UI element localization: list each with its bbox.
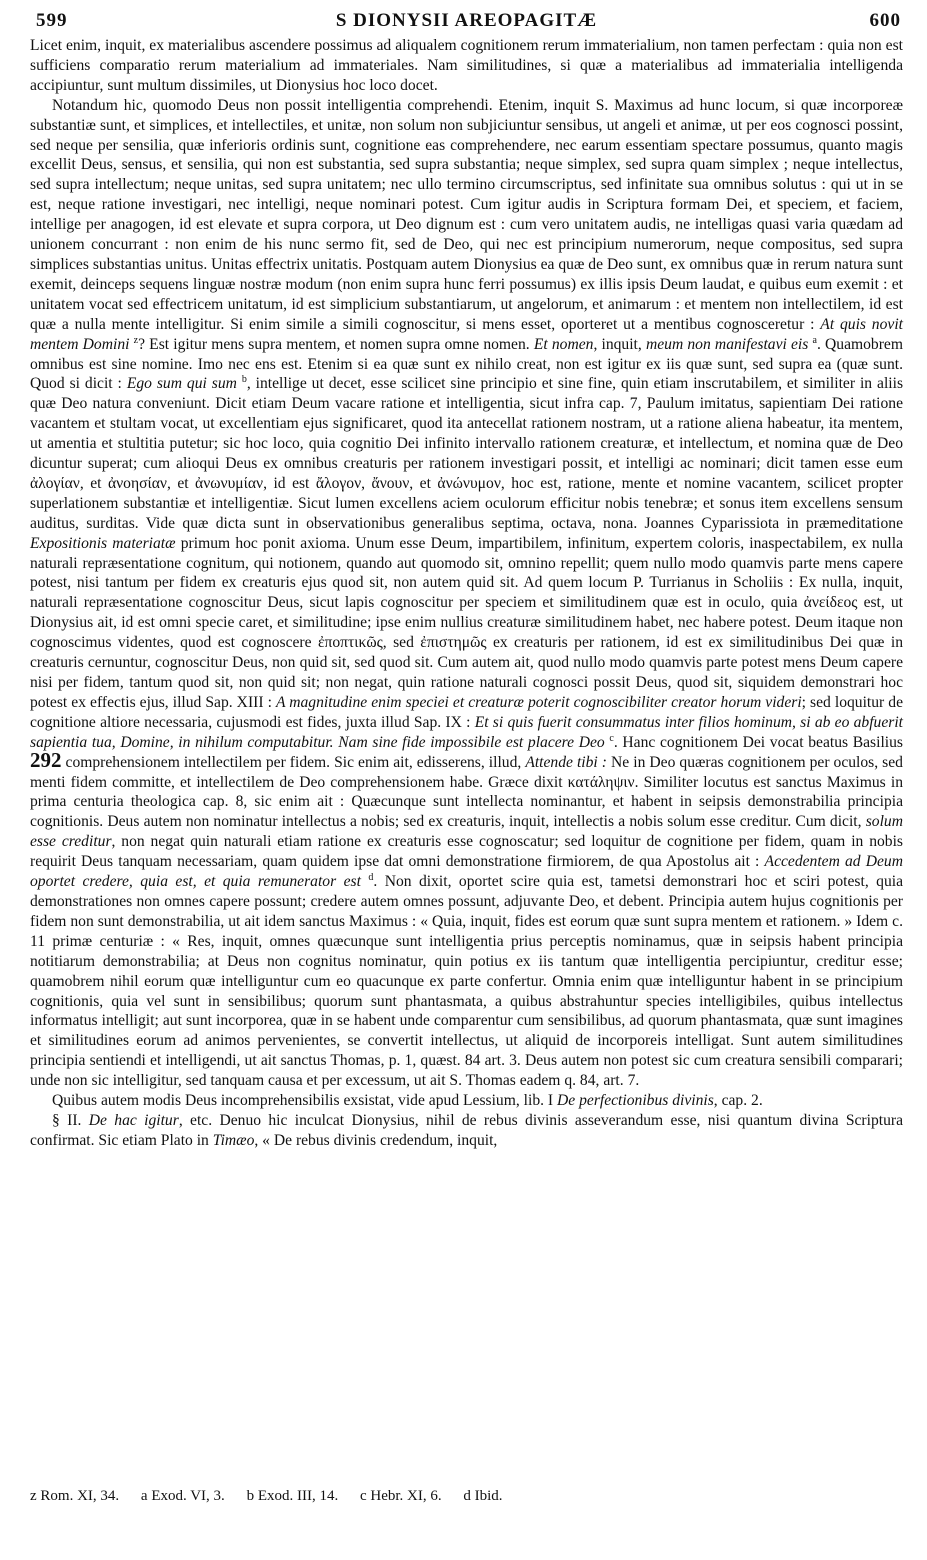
paragraph-1: [30, 36, 903, 96]
footnote: c Hebr. XI, 6.: [359, 1488, 442, 1504]
footnote-ref-c: c: [609, 732, 614, 744]
p4-quote-2: Timæo: [212, 1131, 255, 1149]
p2-text-8: . Hanc cognitionem Dei vocat beatus Basilius: [613, 733, 903, 751]
p2-text-2: ? Est igitur mens supra mentem, et nomen supra omne nomen.: [138, 335, 530, 353]
p2-quote-3: Ego sum qui sum: [126, 375, 237, 393]
margin-page-number: 292: [30, 747, 62, 772]
footnote: d Ibid.: [463, 1488, 503, 1504]
p2-text-10: Ne in Deo quæras cognitionem per oculos, sed menti fidem committe, et intellectilem de Deo comprehensionem habe. Græce dixit κατάληψιν. Similiter locutus est sanctus Maximus in prima centuria theologica cap. 8, sic enim ait : Quæcunque sunt intellecta nominantur, et habent in seipsis demonstrabilia principia cognitionis. Deus autem non nominatur intellectus a nobis; sed ex creaturis, inquit, intellectis a nobis solum esse creditur. Cum dicit,: [30, 753, 903, 831]
footnote-ref-a: a: [812, 334, 817, 346]
running-header: [30, 0, 903, 36]
p2-text-5: , intellige ut decet, esse scilicet sine principio et sine fine, quin etiam inscrutabilem, et similiter in aliis quæ Deo natura conveniunt. Dicit etiam Deum vacare ratione et intelligentia, sicut infra cap. 7, Paulum imitatus, sapientiam Dei ratione vacantem et stultam vocat, ut excellentiam ejus significaret, quod ita antecellat rationem nostram, ut a ratione aliena habeatur, ita mentem, ut amentia et stultitia putetur; sic hoc loco, quia cognitio Dei infinito intervallo rationem creaturæ, et intellectum, et nomina quæ de Deo dicuntur superat; cum alioqui Deus ex omnibus creaturis per rationem investigari possit, et intelligi ac nominari; dicit tamen esse eum ἀλογίαν, et ἀνοησίαν, et ἀνωνυμίαν, id est ἄλογον, ἄνουν, et ἀνώνυμον, hoc est, ratione, mente et nomine vacantem, scilicet propter superlationem substantiæ et intelligentiæ. Sicut lumen excellens aciem oculorum efficitur nobis tenebræ; et sonus item excellens sensum auditus, surditas. Vide quæ dicta sunt in observationibus generalibus septima, octava, nona. Joannes Cyparissiota in præmeditatione: [30, 375, 904, 532]
section-mark: § II.: [52, 1111, 82, 1129]
page-number-left: 599: [36, 10, 68, 31]
footnote-ref-z: z: [133, 334, 139, 346]
p2-text-1: Notandum hic, quomodo Deus non possit intelligentia comprehendi. Etenim, inquit S. Maximus ad hunc locum, si quæ incorporeæ substantiæ sunt, et simplices, et intellectiles, et unitæ, non solum non subjiciuntur sensibus, ut angeli et animæ, ut per eos cognosci possint, sed neque per sensilia, quæ inferioris ordinis sunt, cognitione eas comprehendere, nec earum essentiam spectare possumus, quanto magis excellit Deus, sensus, et sensilia, qui non est substantia, sed supra substantia; neque simplex, sed supra quam simplex ; neque intellectus, sed supra intellectum; neque unitas, sed supra unitatem; nec ullo termino circumscriptus, sed infinitate sua omnibus solutus : qui ut in se est, neque ratione investigari, nec intelligi, neque nominari potest. Cum igitur audis in Scriptura formam Dei, et speciem, et faciem, intellige per anagogen, id est elevate et supra corpora, ut Deo dignum est : cum vero unitatem audis, ne intelligas quasi varia quædam ad unionem concurrant : non enim de his nunc sermo fit, sed de Deo, qui nec est principium numerorum, neque compositus, sed supra simplices substantias unitus. Unitas effectrix unitatis. Postquam autem Dionysius ea quæ de Deo sunt, ex omnibus quæ in rerum natura sunt exemit, deinceps sequens linguæ nostræ modum (non enim supra hunc ferri possumus) ex illis ipsis Deum laudat, e quibus eum exemit : et unitatem vocat sed effectricem unitatum, id est simplicium substantiarum, ut angelorum, et animarum : et mentem non intellectilem, id est quæ a nulla mente intelligitur. Si enim simile a simili cognoscitur, si mens esset, oporteret ut a mentibus cognosceretur :: [30, 96, 903, 333]
p3-quote-1: De perfectionibus divinis: [557, 1092, 714, 1110]
p3-text-1: Quibus autem modis Deus incomprehensibilis exsistat, vide apud Lessium, lib. I: [52, 1092, 554, 1110]
p2-quote-4: Expositionis materiatæ: [30, 534, 176, 552]
footnote-ref-d: d: [368, 871, 374, 883]
paragraph-4: [30, 1111, 903, 1151]
paragraph-1-text: Licet enim, inquit, ex materialibus ascendere possimus ad aliqualem cognitionem rerum immaterialium, non tamen perfectam : quia non est sufficiens comparatio rerum materialium ad immateriales. Nam similitudines, si quæ a materialibus ad immaterialia intelligenda accipiuntur, sunt multum dissimiles, ut Dionysius hoc loco docet.: [30, 37, 903, 94]
p2-text-9: comprehensionem intellectilem per fidem. Sic enim ait, edisserens, illud,: [65, 753, 522, 771]
p2-quote-8: solum esse creditur: [30, 813, 903, 851]
paragraph-3: [30, 1091, 903, 1111]
footnotes: [30, 1488, 903, 1505]
p2-quote-7: Attende tibi :: [525, 753, 607, 771]
p2-text-7: ; sed loquitur de cognitione altiore necessaria, cujusmodi est fides, juxta illud Sap. IX :: [30, 693, 903, 731]
p2-text-4: . Quamobrem omnibus est sine nomine. Imo nec ens est. Etenim si ea quæ sunt ex nihilo creat, non est igitur ex iis quæ sunt, sed supra ea (quæ sunt. Quod si dicit :: [30, 335, 903, 393]
p2-quote-2a: Et nomen: [533, 335, 594, 353]
p2-quote-5: A magnitudine enim speciei et creaturæ poterit cognoscibiliter creator horum videri: [275, 693, 802, 711]
footnote: a Exod. VI, 3.: [140, 1488, 225, 1504]
footnote: b Exod. III, 14.: [246, 1488, 339, 1504]
page-number-right: 600: [869, 10, 901, 31]
paragraph-2: [30, 96, 903, 1091]
commentary-text: [30, 36, 903, 1151]
p2-text-6: primum hoc ponit axioma. Unum esse Deum, impartibilem, infinitum, expertem coloris, inaspectabilem, ex nulla naturali repræsentatione cognitum, qui notionem, quando aut quomodo sit, omnino repellit; quem nullo modo quamvis parte mens capere potest, nisi tantum per fidem ex creaturis ejus quod sit, non autem quid sit. Ad quem locum P. Turrianus in Scholiis : Ex nulla, inquit, naturali repræsentatione cognoscitur Deus, sicut lapis cognoscitur per speciem et similitudinem quæ est in oculo, quia ἀνείδεος est, ut Dionysius ait, id est omni specie caret, et similitudine; ipse enim nullius creaturæ similitudinem habet, nec habere potest. Deum itaque non cognoscimus videntes, quod est cognoscere ἐποπτικῶς, sed ἐπιστημῶς ex creaturis per rationem, id est ex similitudinibus Dei quæ in creaturis cernuntur, cognoscitur Deus, non quid sit, sed quod sit. Cum autem ait, quod nullo modo quamvis parte potest mens Deum capere nisi per fidem, tantum quod sit, non quid sit; non negat, quin ratione naturali cognosci possit Deus, quod sit, siquidem demonstrari hoc potest ex effectis ejus, illud Sap. XIII :: [30, 534, 903, 711]
p3-text-2: , cap. 2.: [713, 1092, 763, 1110]
p2-quote-1: At quis novit mentem Domini: [30, 315, 903, 353]
p2-text-12: . Non dixit, oportet scire quia est, tametsi demonstrari hoc et sciri potest, quia demonstrationes non omnes capere possunt; credere autem omnes possunt, adjuvante Deo, et debent. Principia autem hujus cognitionis per fidem non sunt demonstrabilia, ut ait idem sanctus Maximus : « Quia, inquit, fides est eorum quæ sunt supra mentem et rationem. » Idem c. 11 primæ centuriæ : « Res, inquit, omnes quæcunque sunt intelligentia prius perceptis nominamus, quæ in seipsis habent principia notitiarum demonstrabilia; at Deus non cognitus nominatur, quin potius ex iis tantum quæ intelligentia percipiuntur, creditur esse; quamobrem nihil eorum quæ intelliguntur cum eo quacunque ex parte confertur. Omnia enim quæ intelliguntur habent in se principium cognitionis, quia vel sunt in sensibilibus; quorum sunt phantasmata, a quibus abstrahuntur species intelligibiles, quibus intellectus informatus intelligit; aut sunt incorporea, quæ in se habent unde comparentur cum sensibilibus, ad quorum phantasmata, quæ sunt imagines et similitudines eorum ad animos pervenientes, se convertit intellectus, ut aliquid de incorporeis intelligat. Sunt autem similitudines principia sentiendi et intelligendi, ut ait sanctus Thomas, p. 1, quæst. 84 art. 3. Deus autem non potest sic cum creatura sensibili comparari; unde non sic intelligitur, sed tanquam causa et per excessum, ut ait S. Thomas eadem q. 84, art. 7.: [30, 873, 904, 1090]
footnote: z Rom. XI, 34.: [30, 1488, 120, 1504]
p4-text-3: , « De rebus divinis credendum, inquit,: [254, 1131, 498, 1149]
p2-text-11: , non negat quin naturali etiam ratione ex creaturis esse cognoscatur; sed loquitur de cognitione per fidem, quam in nobis requirit Deus tanquam necessariam, quam quidem ipse dat omni demonstratione firmiorem, de qua Apostolus ait :: [30, 833, 903, 871]
p2-quote-2b: meum non manifestavi eis: [645, 335, 809, 353]
p2-quote-9: Accedentem ad Deum oportet credere, quia est, et quia remunerator est: [30, 853, 903, 891]
p2-quote-6: Et si quis fuerit consummatus inter filios hominum, si ab eo abfuerit sapientia tua, Domine, in nihilum computabitur. Nam sine fide impossibile est placere Deo: [30, 713, 904, 751]
p2-text-3: , inquit,: [593, 335, 642, 353]
footnote-ref-b: b: [241, 374, 247, 386]
p4-text-2: , etc. Denuo hic inculcat Dionysius, nihil de rebus divinis asseverandum esse, nisi quantum divina Scriptura confirmat. Sic etiam Plato in: [30, 1111, 903, 1149]
p4-quote-1: De hac igitur: [88, 1111, 179, 1129]
running-title: S DIONYSII AREOPAGITÆ: [335, 10, 598, 31]
